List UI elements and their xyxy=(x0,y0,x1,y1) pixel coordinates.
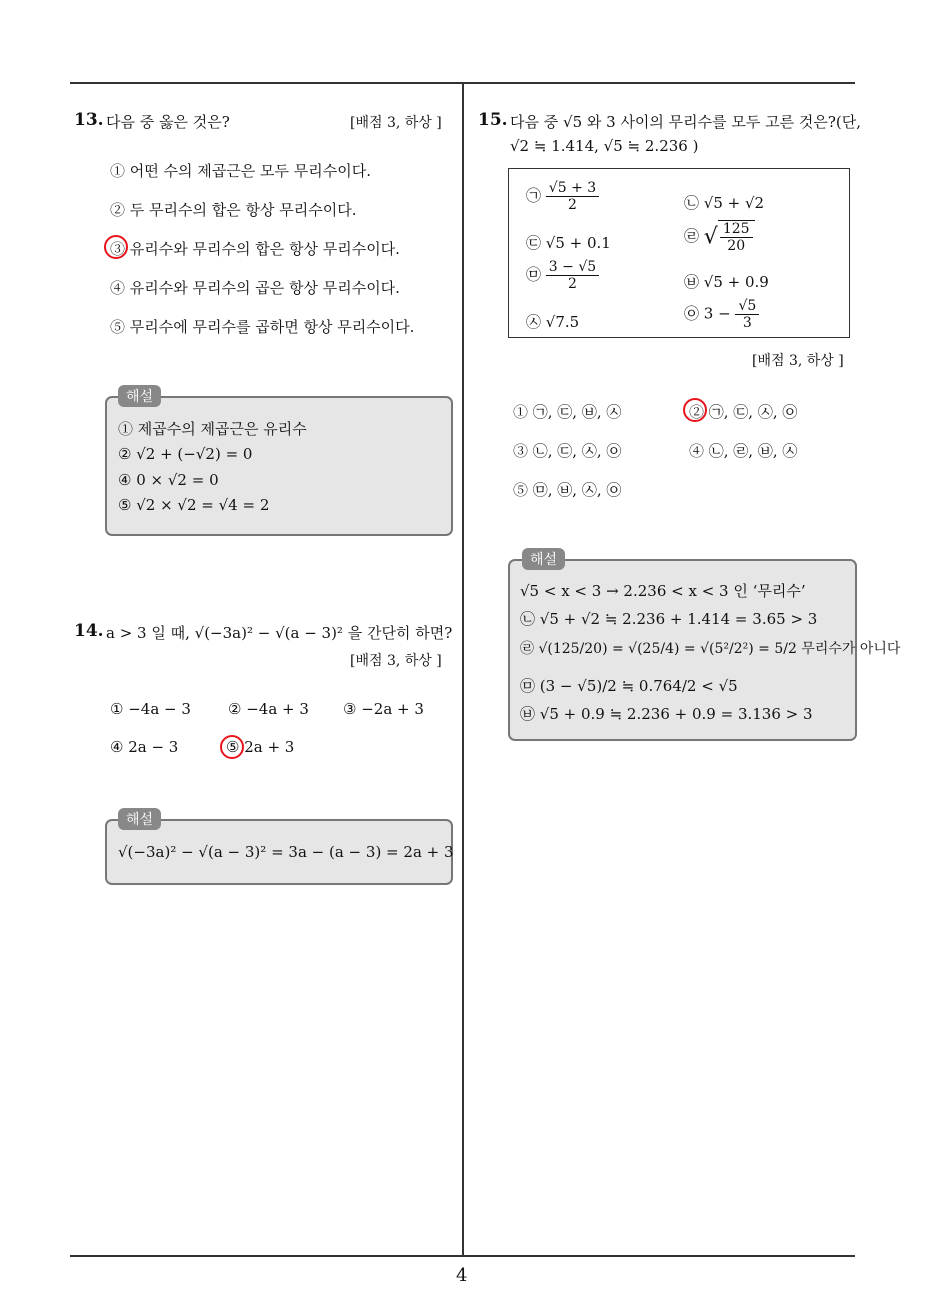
q15-option-2[interactable]: ② ㉠, ㉢, ㉦, ㉧ xyxy=(689,403,798,421)
q15-solution-line-4: ㉤ (3 − √5)/2 ≒ 0.764/2 < √5 xyxy=(520,677,738,695)
q15-item-e-mark: ㉤ xyxy=(526,265,542,284)
q13-solution-line-1: ① 제곱수의 제곱근은 유리수 xyxy=(118,420,307,438)
q15-text: 다음 중 √5 와 3 사이의 무리수를 모두 고른 것은?(단, xyxy=(510,113,862,131)
q15-item-d-mark: ㉣ xyxy=(684,227,700,246)
q14-option-5[interactable]: ⑤ 2a + 3 xyxy=(226,738,295,756)
q15-solution-line-1: √5 < x < 3 → 2.236 < x < 3 인 ‘무리수’ xyxy=(520,582,806,600)
q15-item-d: ㉣ √ $\frac{125}{20}$ xyxy=(684,220,755,254)
q14-option-1[interactable]: ① −4a − 3 xyxy=(110,700,191,718)
q15-item-d-num: 125 xyxy=(720,221,753,238)
q15-solution-tag: 해설 xyxy=(522,548,565,570)
q13-solution-tag: 해설 xyxy=(118,385,161,407)
q15-item-g: ㉦ √7.5 xyxy=(526,313,580,331)
q14-text: a > 3 일 때, √(−3a)² − √(a − 3)² 을 간단히 하면? xyxy=(106,624,453,642)
q14-points: [배점 3, 하상 ] xyxy=(350,653,442,669)
q14-option-4[interactable]: ④ 2a − 3 xyxy=(110,738,179,756)
page-number: 4 xyxy=(456,1265,468,1286)
q15-option-5[interactable]: ⑤ ㉤, ㉥, ㉦, ㉧ xyxy=(513,481,622,499)
q14-answer-mark xyxy=(220,735,244,759)
q15-option-3[interactable]: ③ ㉡, ㉢, ㉦, ㉧ xyxy=(513,442,622,460)
q13-points: [배점 3, 하상 ] xyxy=(350,115,442,131)
q15-item-e-num: 3 − √5 xyxy=(546,259,599,276)
bottom-rule xyxy=(70,1255,855,1257)
q15-item-a xyxy=(526,180,599,213)
q13-solution-line-4: ⑤ √2 × √2 = √4 = 2 xyxy=(118,496,270,514)
q15-solution-line-3: ㉣ √(125/20) = √(25/4) = √(5²/2²) = 5/2 무리수가 아니다 xyxy=(520,641,901,657)
q15-item-h-frac xyxy=(735,298,759,331)
q15-item-f: ㉥ √5 + 0.9 xyxy=(684,273,769,291)
q15-item-d-den: 20 xyxy=(727,238,746,255)
q15-item-b: ㉡ √5 + √2 xyxy=(684,194,765,212)
q15-item-e-den: 2 xyxy=(568,276,577,293)
q13-number: 13. xyxy=(74,110,104,130)
q15-item-h xyxy=(684,298,759,331)
q15-points: [배점 3, 하상 ] xyxy=(752,353,844,369)
q13-solution-box xyxy=(105,396,453,536)
q14-option-3[interactable]: ③ −2a + 3 xyxy=(343,700,424,718)
q15-option-1[interactable]: ① ㉠, ㉢, ㉥, ㉦ xyxy=(513,403,622,421)
q15-item-c: ㉢ √5 + 0.1 xyxy=(526,234,611,252)
q15-option-4[interactable]: ④ ㉡, ㉣, ㉥, ㉦ xyxy=(689,442,798,460)
q15-item-a-den: 2 xyxy=(568,197,577,214)
q15-item-h-mark: ㉧ 3 − xyxy=(684,304,731,323)
q13-text: 다음 중 옳은 것은? xyxy=(106,113,230,131)
q13-solution-line-3: ④ 0 × √2 = 0 xyxy=(118,471,219,489)
q15-number: 15. xyxy=(478,110,508,130)
q15-solution-line-2: ㉡ √5 + √2 ≒ 2.236 + 1.414 = 3.65 > 3 xyxy=(520,610,818,628)
q15-item-h-num: √5 xyxy=(735,298,759,315)
q14-number: 14. xyxy=(74,621,104,641)
q13-option-3[interactable]: ③ 유리수와 무리수의 합은 항상 무리수이다. xyxy=(110,240,400,258)
q13-solution-line-2: ② √2 + (−√2) = 0 xyxy=(118,445,253,463)
q13-answer-mark xyxy=(104,235,128,259)
q15-item-h-den: 3 xyxy=(742,315,752,332)
q14-solution-line-1: √(−3a)² − √(a − 3)² = 3a − (a − 3) = 2a + 3 xyxy=(118,843,454,861)
q15-item-a-frac xyxy=(546,180,599,213)
q15-item-a-num: √5 + 3 xyxy=(546,180,599,197)
q15-solution-line-5: ㉥ √5 + 0.9 ≒ 2.236 + 0.9 = 3.136 > 3 xyxy=(520,705,813,723)
q15-item-e-frac xyxy=(546,259,599,292)
q13-option-5[interactable]: ⑤ 무리수에 무리수를 곱하면 항상 무리수이다. xyxy=(110,318,415,336)
q15-item-e xyxy=(526,259,599,292)
q13-option-1[interactable]: ① 어떤 수의 제곱근은 모두 무리수이다. xyxy=(110,162,371,180)
q13-option-4[interactable]: ④ 유리수와 무리수의 곱은 항상 무리수이다. xyxy=(110,279,400,297)
q14-solution-tag: 해설 xyxy=(118,808,161,830)
column-divider xyxy=(462,82,464,1257)
q15-answer-mark xyxy=(683,398,707,422)
q14-option-2[interactable]: ② −4a + 3 xyxy=(228,700,309,718)
q15-text-2: √2 ≒ 1.414, √5 ≒ 2.236 ) xyxy=(510,137,699,155)
q15-item-a-mark: ㉠ xyxy=(526,186,542,205)
q15-item-d-frac xyxy=(718,220,755,254)
q13-option-2[interactable]: ② 두 무리수의 합은 항상 무리수이다. xyxy=(110,201,357,219)
